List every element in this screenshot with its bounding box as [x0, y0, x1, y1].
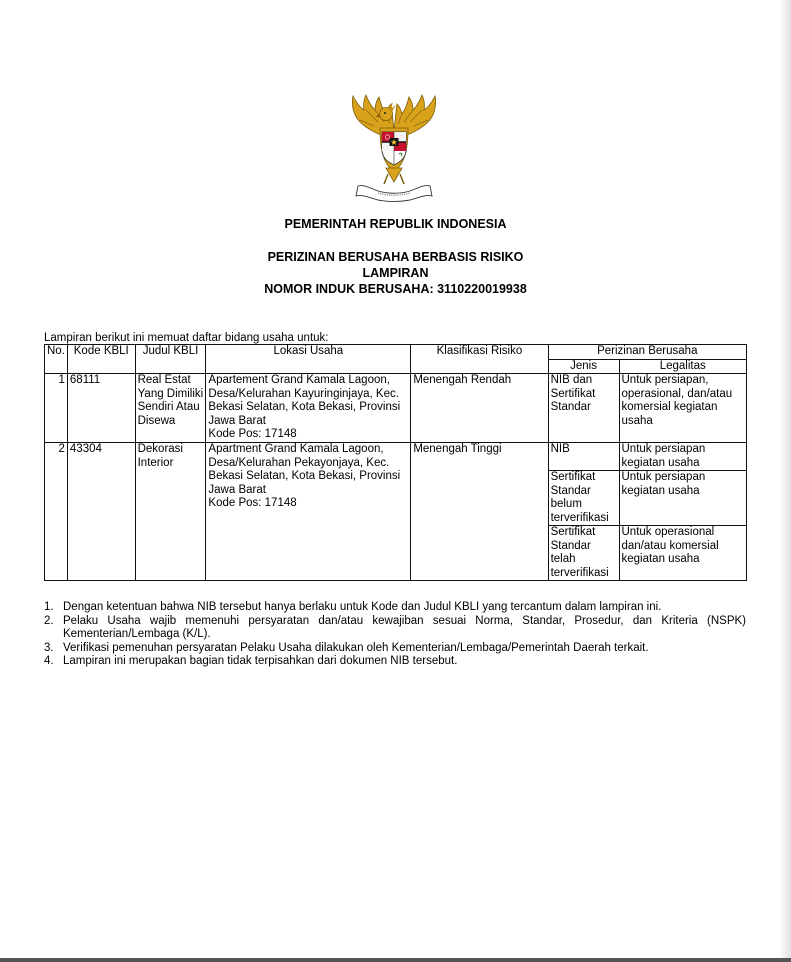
note-number: 1. — [44, 601, 54, 613]
lokasi-address: Apartment Grand Kamala Lagoon, Desa/Kelurahan Pekayonjaya, Kec. Bekasi Selatan, Kota Bekasi, Provinsi Jawa Barat — [208, 443, 401, 496]
header-judul-kbli: Judul KBLI — [135, 345, 206, 374]
list-item — [44, 615, 746, 642]
header-jenis: Jenis — [548, 359, 619, 374]
row-klasifikasi: Menengah Rendah — [411, 374, 548, 443]
row-no: 2 — [45, 443, 68, 581]
bottom-edge-bar — [0, 958, 791, 962]
table-row — [45, 374, 747, 443]
header-no: No. — [45, 345, 68, 374]
note-text: Verifikasi pemenuhan persyaratan Pelaku Usaha dilakukan oleh Kementerian/Lembaga/Pemerintah Daerah terkait. — [63, 641, 649, 654]
row-lokasi — [206, 443, 411, 581]
row-judul-kbli: Dekorasi Interior — [135, 443, 206, 581]
note-text: Pelaku Usaha wajib memenuhi persyaratan dan/atau kewajiban sesuai Norma, Standar, Prosedur, dan Kriteria (NSPK) Kementerian/Lembaga (K/L). — [63, 614, 746, 640]
note-number: 4. — [44, 655, 54, 667]
nib-number: NOMOR INDUK BERUSAHA: 3110220019938 — [264, 282, 527, 296]
table-header-row — [45, 345, 747, 360]
header-lokasi: Lokasi Usaha — [206, 345, 411, 374]
note-text: Dengan ketentuan bahwa NIB tersebut hanya berlaku untuk Kode dan Judul KBLI yang tercantum dalam lampiran ini. — [63, 601, 662, 613]
row-jenis: Sertifikat Standar telah terverifikasi — [548, 526, 619, 581]
row-jenis: NIB — [548, 443, 619, 471]
document-title: PERIZINAN BERUSAHA BERBASIS RISIKO — [267, 250, 524, 264]
note-text: Lampiran ini merupakan bagian tidak terpisahkan dari dokumen NIB tersebut. — [63, 655, 458, 667]
table-row — [45, 443, 747, 471]
row-klasifikasi: Menengah Tinggi — [411, 443, 548, 581]
header-kode-kbli: Kode KBLI — [67, 345, 135, 374]
header-klasifikasi: Klasifikasi Risiko — [411, 345, 548, 374]
row-no: 1 — [45, 374, 68, 443]
document-subtitle: LAMPIRAN — [362, 266, 429, 280]
list-item — [44, 642, 746, 656]
row-jenis: Sertifikat Standar belum terverifikasi — [548, 471, 619, 526]
page-edge-shadow — [779, 0, 791, 962]
row-legalitas: Untuk operasional dan/atau komersial kegiatan usaha — [619, 526, 747, 581]
lokasi-kodepos: Kode Pos: 17148 — [208, 497, 297, 509]
row-jenis: NIB dan Sertifikat Standar — [548, 374, 619, 443]
row-kode-kbli: 43304 — [67, 443, 135, 581]
row-legalitas: Untuk persiapan kegiatan usaha — [619, 443, 747, 471]
row-judul-kbli: Real Estat Yang Dimiliki Sendiri Atau Disewa — [135, 374, 206, 443]
garuda-emblem-icon — [344, 92, 444, 204]
row-legalitas: Untuk persiapan kegiatan usaha — [619, 471, 747, 526]
business-field-table — [44, 344, 747, 581]
note-number: 3. — [44, 641, 54, 654]
government-title: PEMERINTAH REPUBLIK INDONESIA — [284, 217, 507, 231]
lokasi-kodepos: Kode Pos: 17148 — [208, 428, 297, 440]
notes-list — [44, 601, 746, 669]
row-lokasi — [206, 374, 411, 443]
row-kode-kbli: 68111 — [67, 374, 135, 443]
lokasi-address: Apartement Grand Kamala Lagoon, Desa/Kelurahan Kayuringinjaya, Kec. Bekasi Selatan, Kota Bekasi, Provinsi Jawa Barat — [208, 374, 401, 427]
header-legalitas: Legalitas — [619, 359, 747, 374]
list-item — [44, 655, 746, 669]
header-perizinan: Perizinan Berusaha — [548, 345, 746, 360]
list-item — [44, 601, 746, 615]
note-number: 2. — [44, 614, 54, 627]
row-legalitas: Untuk persiapan, operasional, dan/atau komersial kegiatan usaha — [619, 374, 747, 443]
intro-text: Lampiran berikut ini memuat daftar bidang usaha untuk: — [44, 332, 329, 344]
